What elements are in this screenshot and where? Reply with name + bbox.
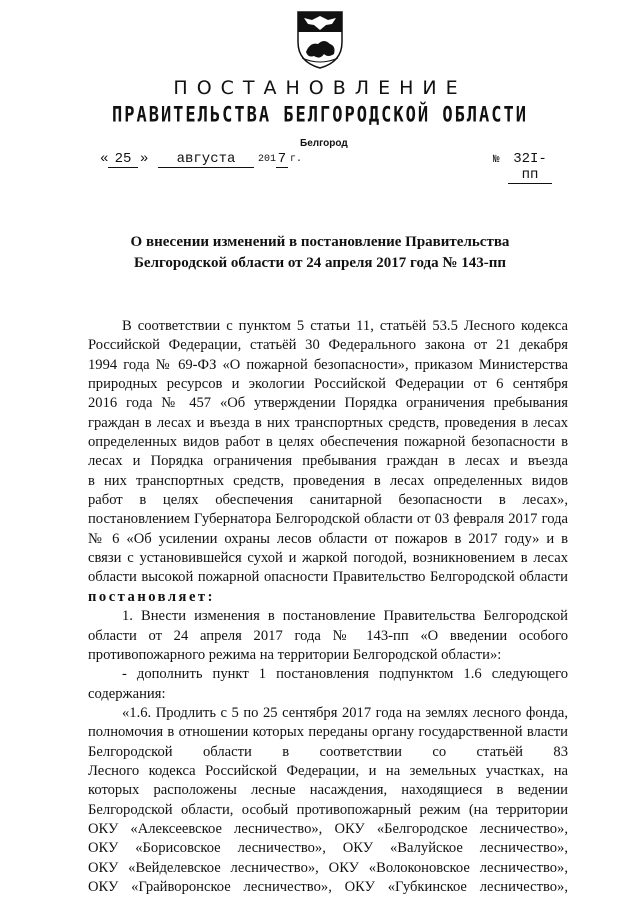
document-type-title: ПОСТАНОВЛЕНИЕ <box>173 77 467 99</box>
body-line: ОКУ «Алексеевское лесничество», ОКУ «Белгородское лесничество», <box>88 820 568 837</box>
body-line: В соответствии с пунктом 5 статьи 11, статьёй 53.5 Лесного кодекса <box>122 318 568 334</box>
document-heading <box>100 232 540 274</box>
body-line: ОКУ «Борисовское лесничество», ОКУ «Валуйское лесничество», <box>88 840 568 857</box>
body-line: Белгородской области в соответствии со статьёй 83 <box>88 743 568 760</box>
body-line: содержания: <box>88 685 166 702</box>
heading-line-1: О внесении изменений в постановление Правительства <box>130 234 510 250</box>
year-prefix: 201 <box>258 154 277 165</box>
document-number: 32I-пп <box>508 151 552 184</box>
date-number-line <box>100 151 547 183</box>
heading-line-2: Белгородской области от 24 апреля 2017 года № 143-пп <box>134 255 506 271</box>
body-line: ОКУ «Вейделевское лесничество», ОКУ «Волоконовское лесничество», <box>88 859 568 876</box>
body-line: области высокой пожарной опасности Правительство Белгородской области <box>88 569 568 586</box>
date-day: 25 <box>108 151 138 168</box>
body-line: «1.6. Продлить с 5 по 25 сентября 2017 года на землях лесного фонда, <box>122 704 568 721</box>
body-line: Российской Федерации, статьёй 30 Федерального закона от 21 декабря <box>88 337 568 354</box>
body-line: противопожарного режима на территории Белгородской области»: <box>88 646 502 663</box>
quote-close: » <box>140 151 149 167</box>
body-line: которых расположены лесные насаждения, находящиеся в ведении <box>88 782 568 799</box>
body-line: определенных видов работ в целях обеспечения пожарной безопасности в <box>88 434 568 451</box>
body-line: постановлением Губернатора Белгородской области от 03 февраля 2017 года <box>88 511 568 528</box>
body-line: 2016 года № 457 «Об утверждении Порядка ограничения пребывания <box>88 395 568 412</box>
year-suffix: 7 <box>277 151 287 167</box>
number-label: № <box>493 154 500 166</box>
body-line: № 6 «Об усилении охраны лесов области от пожаров в 2017 году» и в <box>88 530 568 547</box>
body-line: 1994 года № 69-ФЗ «О пожарной безопасности», приказом Министерства <box>88 356 568 373</box>
body-line: области от 24 апреля 2017 года № 143-пп «О введении особого <box>88 627 568 644</box>
body-line: природных ресурсов и экологии Российской Федерации от 6 сентября <box>88 376 568 393</box>
issuing-authority: ПРАВИТЕЛЬСТВА БЕЛГОРОДСКОЙ ОБЛАСТИ <box>112 102 528 128</box>
body-line: Белгородской области, особый противопожарный режим (на территории <box>88 801 568 818</box>
body-line: - дополнить пункт 1 постановления подпунктом 1.6 следующего <box>122 666 568 683</box>
document-body <box>88 317 568 897</box>
date-month: августа <box>158 151 254 168</box>
body-line: 1. Внести изменения в постановление Правительства Белгородской <box>122 608 568 625</box>
body-line: в них транспортных средств, проведения в лесах определенных видов <box>88 472 568 489</box>
city-name: Белгород <box>300 138 348 149</box>
quote-open: « <box>100 151 109 167</box>
body-line: работ в целях обеспечения санитарной безопасности в лесах», <box>88 492 568 509</box>
body-line: ОКУ «Грайворонское лесничество», ОКУ «Губкинское лесничество», <box>88 878 568 895</box>
operative-word: постановляет: <box>88 588 215 605</box>
body-line: лесах и Порядка ограничения пребывания граждан в лесах и въезда <box>88 453 568 470</box>
body-line: связи с установившейся сухой и жаркой погодой, возникновением в лесах <box>88 550 568 567</box>
body-line: граждан в лесах и въезда в них транспортных средств, проведения в лесах <box>88 414 568 431</box>
coat-of-arms-icon <box>294 8 346 70</box>
body-line: полномочия в отношении которых переданы органу государственной власти <box>88 724 568 741</box>
year-unit: г. <box>290 154 303 165</box>
body-line: Лесного кодекса Российской Федерации, и на земельных участках, на <box>88 762 568 779</box>
